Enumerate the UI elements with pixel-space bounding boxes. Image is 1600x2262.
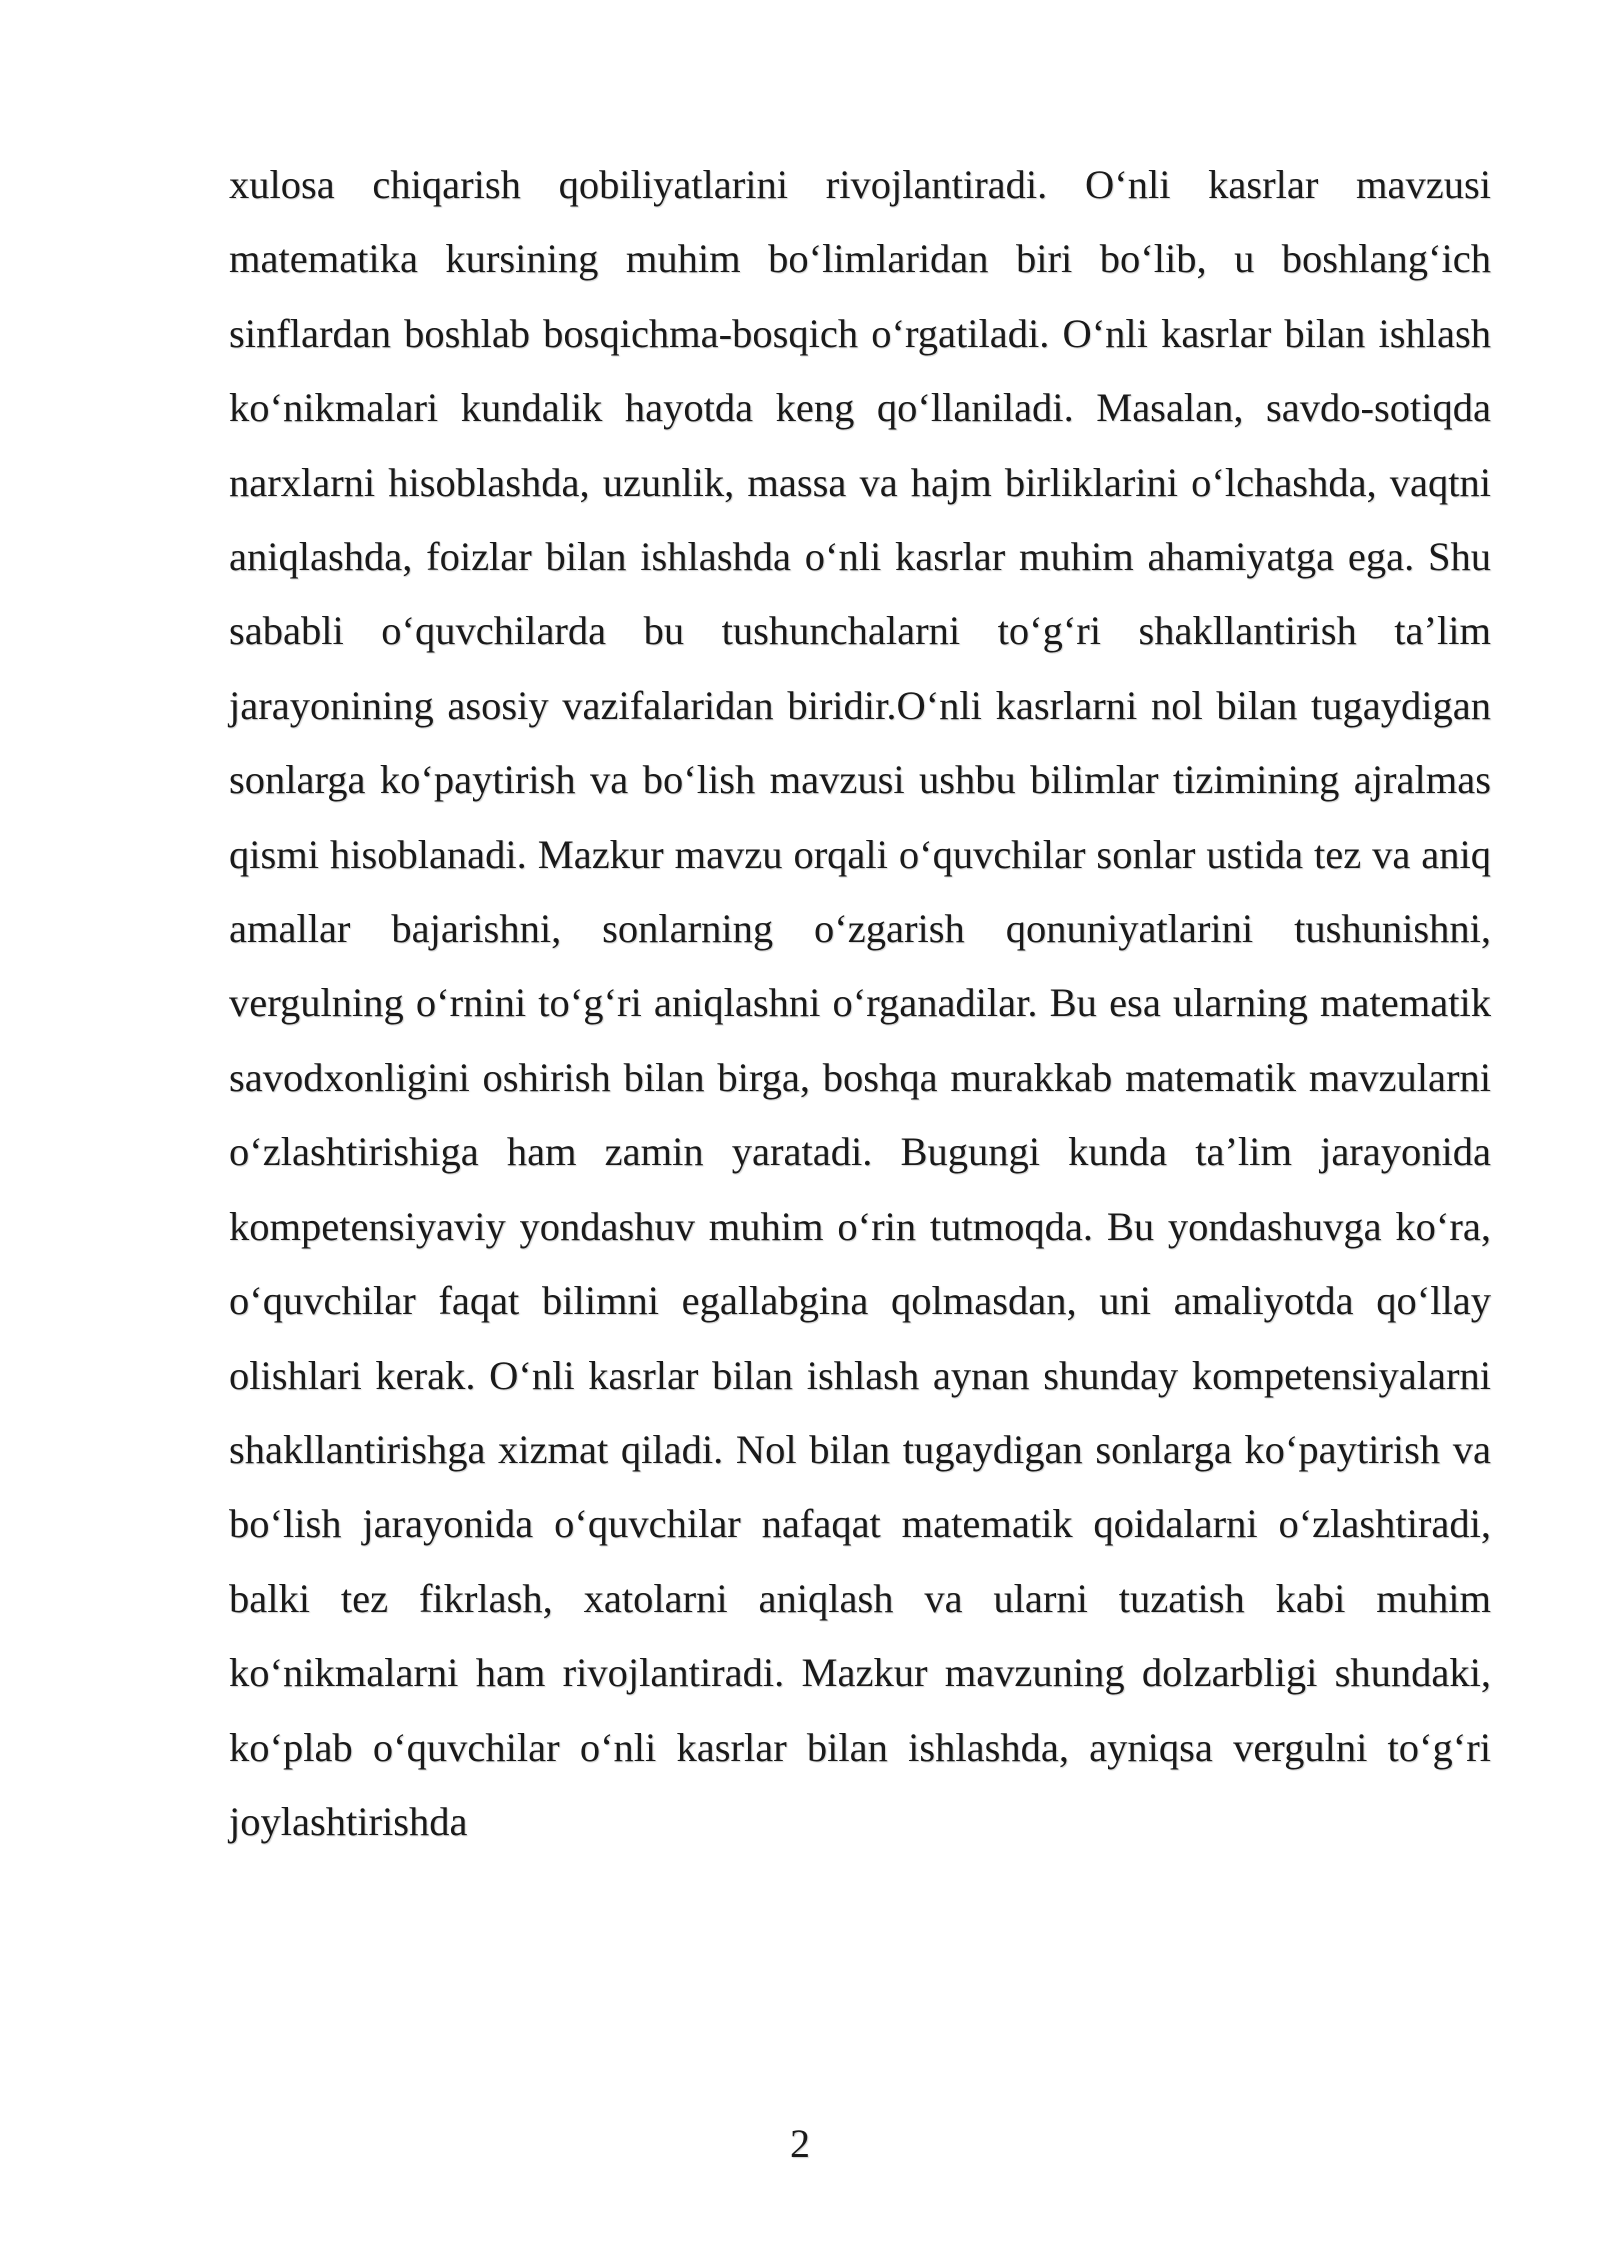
page-number: 2 — [790, 2121, 810, 2166]
body-paragraph: xulosa chiqarish qobiliyatlarini rivojlantiradi. O‘nli kasrlar mavzusi matematika kursining muhim bo‘limlaridan biri bo‘lib, u boshlang‘ich sinflardan boshlab bosqichma-bosqich o‘rgatiladi. O‘nli kasrlar bilan ishlash ko‘nikmalari kundalik hayotda keng qo‘llaniladi. Masalan, savdo-sotiqda narxlarni hisoblashda, uzunlik, massa va hajm birliklarini o‘lchashda, vaqtni aniqlashda, foizlar bilan ishlashda o‘nli kasrlar muhim ahamiyatga ega. Shu sababli o‘quvchilarda bu tushunchalarni to‘g‘ri shakllantirish ta’lim jarayonining asosiy vazifalaridan biridir.O‘nli kasrlarni nol bilan tugaydigan sonlarga ko‘paytirish va bo‘lish mavzusi ushbu bilimlar tizimining ajralmas qismi hisoblanadi. Mazkur mavzu orqali o‘quvchilar sonlar ustida tez va aniq amallar bajarishni, sonlarning o‘zgarish qonuniyatlarini tushunishni, vergulning o‘rnini to‘g‘ri aniqlashni o‘rganadilar. Bu esa ularning matematik savodxonligini oshirish bilan birga, boshqa murakkab matematik mavzularni o‘zlashtirishiga ham zamin yaratadi. Bugungi kunda ta’lim jarayonida kompetensiyaviy yondashuv muhim o‘rin tutmoqda. Bu yondashuvga ko‘ra, o‘quvchilar faqat bilimni egallabgina qolmasdan, uni amaliyotda qo‘llay olishlari kerak. O‘nli kasrlar bilan ishlash aynan shunday kompetensiyalarni shakllantirishga xizmat qiladi. Nol bilan tugaydigan sonlarga ko‘paytirish va bo‘lish jarayonida o‘quvchilar nafaqat matematik qoidalarni o‘zlashtiradi, balki tez fikrlash, xatolarni aniqlash va ularni tuzatish kabi muhim ko‘nikmalarni ham rivojlantiradi. Mazkur mavzuning dolzarbligi shundaki, ko‘plab o‘quvchilar o‘nli kasrlar bilan ishlashda, ayniqsa vergulni to‘g‘ri joylashtirishda — [229, 162, 1491, 1844]
